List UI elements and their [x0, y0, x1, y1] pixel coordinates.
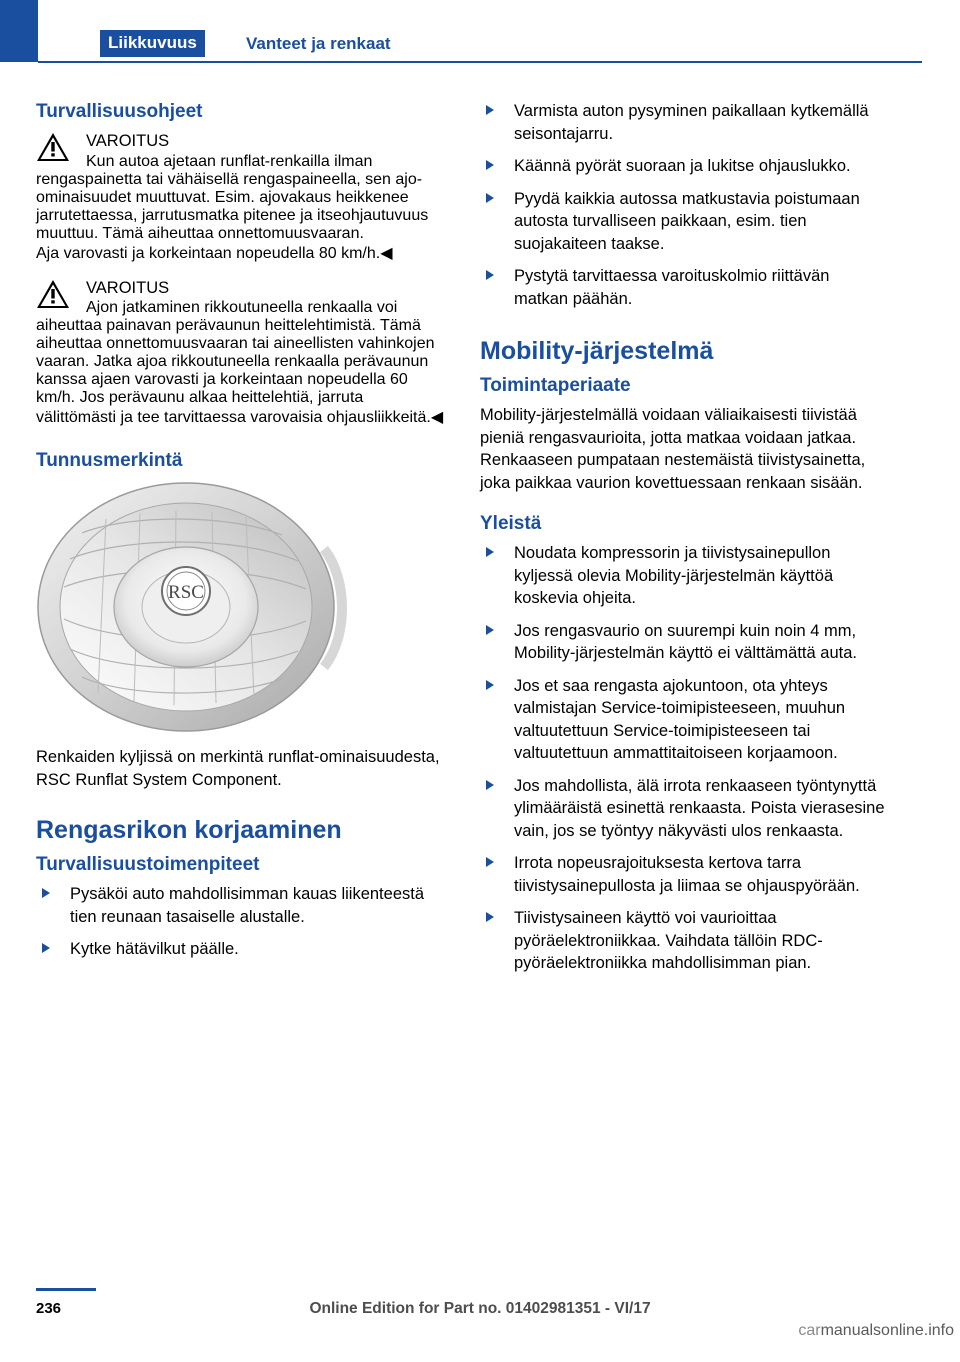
heading-tire-repair: Rengasrikon korjaaminen	[36, 816, 342, 844]
warning-text-1: Kun autoa ajetaan runflat-renkailla ilman rengaspainetta tai vähäisellä rengaspaineella, sen ajo-ominaisuudet muuttuvat. Esim. ajovakaus heikkenee jarrutettaessa, jarrutusmatka pitenee ja itseohjautuvuus muuttuu. Tämä aiheuttaa onnettomuusvaaran.	[36, 152, 429, 242]
warning-title-2: VAROITUS	[86, 278, 170, 297]
warning-body-2	[36, 299, 444, 427]
list-item	[480, 100, 888, 145]
header-left-bar	[0, 0, 38, 62]
list-item-text: Tiivistysaineen käyttö voi vaurioittaa pyöräelektroniikkaa. Vaihdata tällöin RDC-pyöräelektroniikka mahdollisimman pian.	[514, 909, 823, 972]
heading-mobility-system: Mobility-järjestelmä	[480, 337, 714, 365]
list-item	[480, 620, 888, 665]
tire-sidewall-image	[36, 479, 444, 734]
list-item-text: Irrota nopeusrajoituksesta kertova tarra tiivistysainepullosta ja liimaa se ohjauspyörään.	[514, 854, 860, 895]
list-item-text: Pysäköi auto mahdollisimman kauas liikenteestä tien reunaan tasaiselle alustalle.	[70, 885, 425, 926]
warning-title-1: VAROITUS	[86, 132, 170, 150]
list-item	[36, 883, 444, 928]
warning-block-1	[36, 130, 444, 263]
bullet-triangle-icon	[486, 780, 494, 790]
list-item	[36, 938, 444, 961]
warning-text-2: Ajon jatkaminen rikkoutuneella renkaalla voi aiheuttaa painavan perävaunun heittelehtimistä. Tämä aiheuttaa onnettomuusvaaran tai aineellisten vahinkojen vaaran. Jatka ajoa rikkoutuneella renkaalla perävaunun kanssa ajaen varovasti ja korkeintaan nopeudella 60 km/h. Jos perävaunu alkaa heittelehtiä, jarruta välittömästi ja tee tarvittaessa varovaisia ohjausliikkeitä.◀	[36, 299, 444, 426]
page-number: 236	[36, 1300, 62, 1317]
bullet-triangle-icon	[486, 160, 494, 170]
bullet-triangle-icon	[486, 857, 494, 867]
svg-text:RSC: RSC	[168, 582, 204, 603]
list-item	[480, 265, 888, 310]
warning-triangle-icon	[36, 279, 70, 309]
list-item-text: Jos rengasvaurio on suurempi kuin noin 4 mm, Mobility-järjestelmän käyttö ei välttämättä auta.	[514, 621, 857, 662]
bullet-triangle-icon	[486, 105, 494, 115]
bullet-triangle-icon	[486, 680, 494, 690]
list-item-text: Noudata kompressorin ja tiivistysainepullon kyljessä olevia Mobility-järjestelmän käyttöä koskevia ohjeita.	[514, 544, 834, 607]
bullet-triangle-icon	[486, 547, 494, 557]
list-item-text: Pyydä kaikkia autossa matkustavia poistumaan autosta turvalliseen paikkaan, esim. tien suojakaiteen taakse.	[514, 189, 860, 253]
footer-divider	[36, 1288, 96, 1291]
page-header	[0, 0, 960, 62]
right-column	[480, 100, 888, 985]
list-item-text: Jos et saa rengasta ajokuntoon, ota yhteys valmistajan Service-toimipisteeseen, muuhun valtuutettuun Service-toimipisteeseen tai valtuutettuun ammattitaitoiseen korjaamoon.	[514, 676, 846, 762]
bullet-triangle-icon	[486, 625, 494, 635]
bullet-triangle-icon	[486, 193, 494, 203]
list-item	[480, 775, 888, 843]
bullet-triangle-icon	[42, 888, 50, 898]
watermark-light: car	[798, 1322, 821, 1339]
list-item	[480, 907, 888, 975]
list-item	[480, 675, 888, 765]
list-item	[480, 542, 888, 610]
watermark	[798, 1322, 954, 1340]
warning-triangle-icon	[36, 132, 70, 162]
footer-edition-text: Online Edition for Part no. 01402981351 - VI/17	[309, 1300, 651, 1317]
list-item	[480, 188, 888, 256]
heading-marking: Tunnusmerkintä	[36, 450, 183, 471]
principle-paragraph: Mobility-järjestelmällä voidaan väliaikaisesti tiivistää pieniä rengasvaurioita, jotta matkaa voidaan jatkaa. Renkaaseen pumpataan nestemäistä tiivistysainetta, joka paikkaa vaurion kovettuessaan renkaan sisään.	[480, 406, 866, 492]
list-item-text: Kytke hätävilkut päälle.	[70, 940, 239, 958]
heading-safety-instructions: Turvallisuusohjeet	[36, 101, 203, 122]
heading-safety-measures: Turvallisuustoimenpiteet	[36, 854, 260, 875]
left-column	[36, 100, 444, 971]
list-item-text: Pystytä tarvittaessa varoituskolmio riittävän matkan päähän.	[514, 267, 830, 308]
left-bullet-list	[36, 883, 444, 961]
list-item	[480, 155, 888, 178]
warning-body-1	[36, 153, 444, 263]
bullet-triangle-icon	[486, 912, 494, 922]
bullet-triangle-icon	[42, 943, 50, 953]
heading-operating-principle: Toimintaperiaate	[480, 375, 631, 396]
list-item	[480, 852, 888, 897]
image-caption: Renkaiden kyljissä on merkintä runflat-ominaisuudesta, RSC Runflat System Component.	[36, 748, 440, 789]
tire-illustration	[36, 479, 444, 734]
header-section-title: Vanteet ja renkaat	[246, 34, 391, 53]
watermark-dark: manualsonline.info	[820, 1322, 954, 1339]
header-divider	[38, 61, 922, 63]
warning-text-1b: Aja varovasti ja korkeintaan nopeudella 80 km/h.◀	[36, 244, 393, 262]
list-item-text: Varmista auton pysyminen paikallaan kytkemällä seisontajarru.	[514, 102, 869, 143]
header-chapter-tab: Liikkuvuus	[100, 30, 205, 57]
right-bullet-list-top	[480, 100, 888, 310]
warning-block-2	[36, 277, 444, 428]
heading-general: Yleistä	[480, 513, 542, 534]
list-item-text: Käännä pyörät suoraan ja lukitse ohjauslukko.	[514, 157, 851, 175]
list-item-text: Jos mahdollista, älä irrota renkaaseen työntynyttä ylimääräistä esinettä renkaasta. Poista vierasesine vain, jos se työntyy näkyvästi ulos renkaasta.	[514, 776, 885, 840]
right-bullet-list-general	[480, 542, 888, 975]
bullet-triangle-icon	[486, 270, 494, 280]
